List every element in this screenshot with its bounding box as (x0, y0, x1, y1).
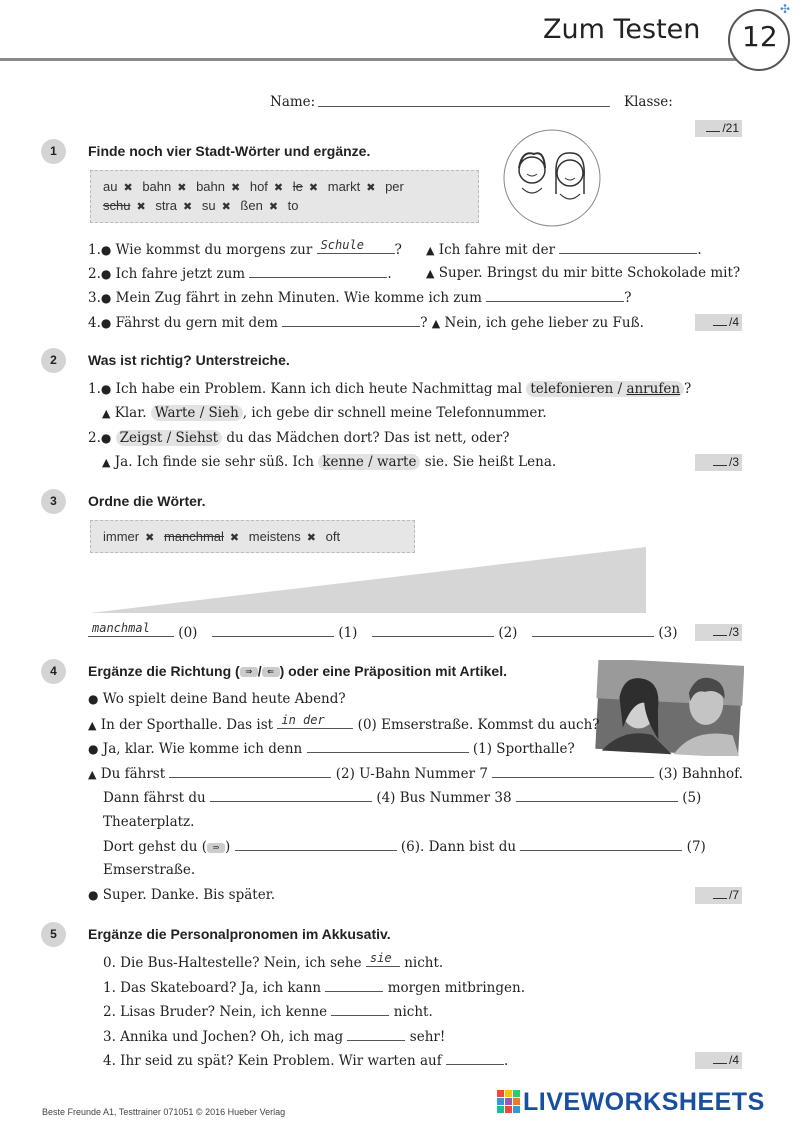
answer-blank[interactable] (516, 789, 678, 802)
syllable: bahn (142, 179, 172, 194)
section-3-heading: Ordne die Wörter. (88, 493, 206, 509)
answer-blank-example[interactable]: Schule (317, 241, 395, 254)
answer-blank[interactable] (282, 314, 420, 327)
s5-line4: 4. Ihr seid zu spät? Kein Problem. Wir warten auf . (103, 1053, 509, 1069)
s4-line8: Emserstraße. (103, 862, 196, 878)
couple-photo (594, 660, 744, 756)
choice-pill[interactable]: kenne / warte (318, 454, 420, 470)
s2-q2: 2.● Zeigst / Siehst du das Mädchen dort? Das ist nett, oder? (88, 430, 510, 446)
word: oft (325, 529, 341, 544)
collapse-icon[interactable]: ✣ (780, 2, 791, 16)
section-4-heading: Ergänze die Richtung ( ⇒ / ⇐ ) oder eine Präposition mit Artikel. (88, 663, 507, 679)
word: immer (103, 529, 140, 544)
syllable-box: au ✖ bahn ✖ bahn ✖ hof ✖ le ✖ markt ✖ per schu ✖ stra ✖ su ✖ ßen ✖ to (90, 170, 479, 223)
brand-name: LIVEWORKSHEETS (523, 1088, 765, 1116)
choice-pill[interactable]: Warte / Sieh (151, 405, 243, 421)
answer-blank[interactable] (212, 624, 334, 637)
s3-score[interactable]: /3 (695, 624, 742, 641)
answer-blank[interactable] (372, 624, 494, 637)
s5-line3: 3. Annika und Jochen? Oh, ich mag sehr! (103, 1029, 446, 1045)
word-box: immer ✖ manchmal ✖ meistens ✖ oft (90, 520, 415, 553)
s4-score[interactable]: /7 (695, 887, 742, 904)
answer-blank[interactable] (486, 289, 624, 302)
syllable: to (287, 198, 299, 213)
syllable: stra (155, 198, 177, 213)
section-4-number: 4 (41, 659, 66, 684)
klasse-label: Klasse: (624, 94, 673, 110)
name-field[interactable] (318, 94, 610, 107)
word: meistens (248, 529, 301, 544)
section-1-number: 1 (41, 139, 66, 164)
s2-q1: 1.● Ich habe ein Problem. Kann ich dich heute Nachmittag mal telefonieren / anrufen ? (88, 381, 692, 397)
page-title: Zum Testen (543, 14, 701, 45)
name-label: Name: (270, 94, 316, 110)
answer-blank[interactable] (210, 789, 372, 802)
s5-line0: 0. Die Bus-Haltestelle? Nein, ich sehe sie nicht. (103, 951, 444, 971)
syllable: au (103, 179, 118, 194)
s1-q2: 2.● Ich fahre jetzt zum . (88, 266, 392, 282)
choice-pill[interactable]: telefonieren / anrufen (526, 381, 684, 397)
footer-credit: Beste Freunde A1, Testtrainer 071051 © 2016 Hueber Verlag (42, 1107, 286, 1117)
s4-line9: ● Super. Danke. Bis später. (88, 887, 275, 903)
answer-blank[interactable] (249, 265, 387, 278)
header-bar (0, 58, 760, 61)
syllable: per (385, 179, 404, 194)
answer-blank[interactable] (169, 765, 331, 778)
syllable: su (201, 198, 216, 213)
s1-a1: ▲ Ich fahre mit der . (426, 242, 702, 258)
arrow-left-icon: ⇐ (262, 667, 280, 677)
unit-number: 12 (742, 20, 778, 53)
section-5-heading: Ergänze die Personalpronomen im Akkusativ. (88, 926, 391, 942)
s4-line1: ● Wo spielt deine Band heute Abend? (88, 691, 346, 707)
answer-blank-example[interactable]: in der (277, 716, 353, 729)
s4-line5: Dann fährst du (4) Bus Nummer 38 (5) (103, 790, 702, 806)
syllable: bahn (196, 179, 225, 194)
syllable-crossed: schu (103, 198, 131, 213)
answer-blank[interactable] (235, 838, 397, 851)
answer-blank[interactable] (446, 1052, 504, 1065)
arrow-right-icon: ⇒ (207, 843, 225, 853)
s1-a2: ▲ Super. Bringst du mir bitte Schokolade mit? (426, 265, 741, 281)
s3-answers: manchmal (0) (1) (2) (3) (88, 624, 677, 641)
total-score[interactable]: /21 (695, 120, 742, 137)
arrow-right-icon: ⇒ (240, 667, 258, 677)
s1-score[interactable]: /4 (695, 314, 742, 331)
syllable: markt (327, 179, 361, 194)
answer-blank[interactable] (347, 1028, 405, 1041)
s4-line4: ▲ Du fährst (2) U-Bahn Nummer 7 (3) Bahnhof. (88, 766, 743, 782)
s1-q4: 4.● Fährst du gern mit dem ? ▲ Nein, ich gehe lieber zu Fuß. (88, 315, 644, 331)
syllable: hof (249, 179, 268, 194)
s1-q1: 1.● Wie kommst du morgens zur Schule ? (88, 238, 402, 258)
s5-line2: 2. Lisas Bruder? Nein, ich kenne nicht. (103, 1004, 433, 1020)
answer-blank[interactable] (532, 624, 654, 637)
answer-blank[interactable] (325, 979, 383, 992)
s5-line1: 1. Das Skateboard? Ja, ich kann morgen mitbringen. (103, 980, 525, 996)
s4-line3: ● Ja, klar. Wie komme ich denn (1) Sporthalle? (88, 741, 575, 757)
choice-pill[interactable]: Zeigst / Siehst (116, 430, 222, 446)
s1-q3: 3.● Mein Zug fährt in zehn Minuten. Wie komme ich zum ? (88, 290, 632, 306)
answer-blank[interactable] (307, 740, 469, 753)
s2-a1: ▲ Klar. Warte / Sieh , ich gebe dir schnell meine Telefonnummer. (102, 405, 547, 421)
s4-line2: ▲ In der Sporthalle. Das ist in der (0) Emserstraße. Kommst du auch? (88, 713, 600, 733)
answer-blank-example[interactable]: manchmal (88, 624, 174, 637)
s2-a2: ▲ Ja. Ich finde sie sehr süß. Ich kenne / warte sie. Sie heißt Lena. (102, 454, 557, 470)
answer-blank[interactable] (331, 1003, 389, 1016)
section-2-heading: Was ist richtig? Unterstreiche. (88, 352, 290, 368)
answer-blank[interactable] (492, 765, 654, 778)
s4-line6: Theaterplatz. (103, 814, 195, 830)
frequency-wedge (90, 545, 646, 615)
s2-score[interactable]: /3 (695, 454, 742, 471)
answer-blank[interactable] (520, 838, 682, 851)
syllable-crossed: le (292, 179, 303, 194)
brand-grid-icon (497, 1090, 521, 1114)
answer-blank-example[interactable]: sie (366, 954, 400, 967)
answer-blank[interactable] (559, 241, 697, 254)
section-5-number: 5 (41, 922, 66, 947)
word-crossed: manchmal (163, 529, 224, 544)
section-3-number: 3 (41, 489, 66, 514)
section-2-number: 2 (41, 348, 66, 373)
s5-score[interactable]: /4 (695, 1052, 742, 1069)
syllable: ßen (240, 198, 263, 213)
girls-illustration (500, 128, 604, 228)
s4-line7: Dort gehst du ( ⇒ ) (6). Dann bist du (7) (103, 839, 706, 855)
section-1-heading: Finde noch vier Stadt-Wörter und ergänze. (88, 143, 371, 159)
